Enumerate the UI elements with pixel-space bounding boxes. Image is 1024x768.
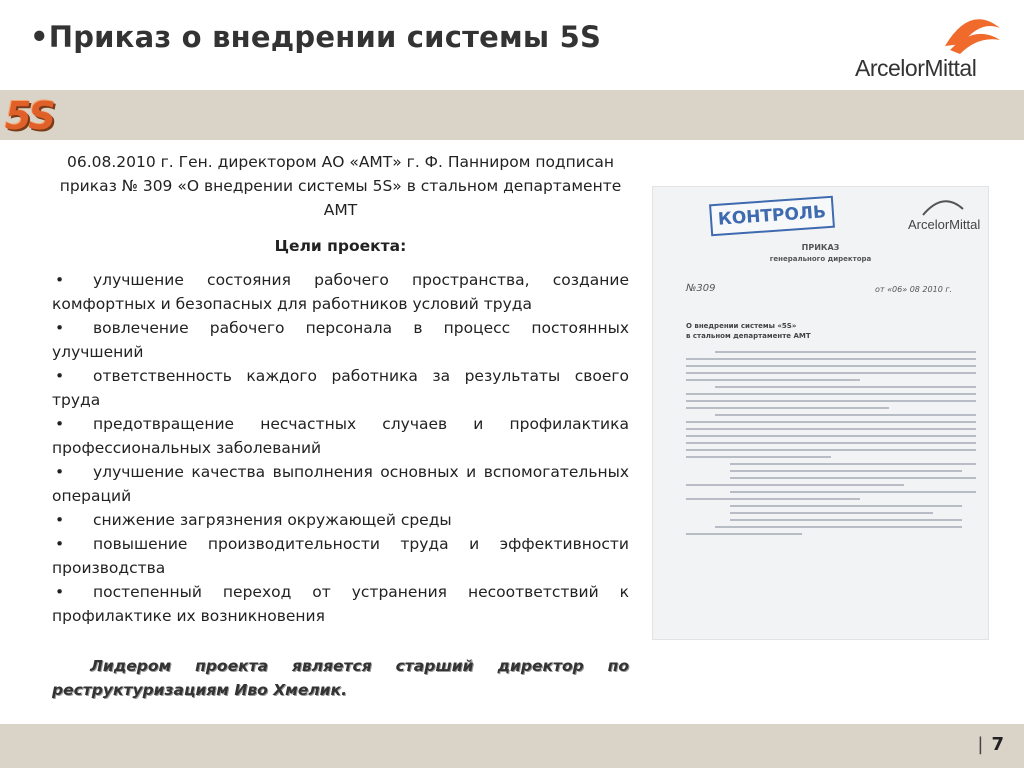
list-item	[52, 580, 629, 628]
page-number	[977, 734, 1004, 755]
bullet: •	[55, 583, 65, 601]
intro-text: 06.08.2010 г. Ген. директором АО «АМТ» г. Ф. Панниром подписан приказ № 309 «О внедрении системы 5S» в стальном департаменте АМТ	[59, 153, 622, 219]
goals-list	[52, 268, 629, 628]
5s-badge: 5S	[5, 94, 53, 138]
scan-number: №309	[686, 283, 716, 294]
scan-body-text	[686, 351, 976, 540]
bullet: •	[55, 463, 65, 481]
goal-text: постепенный переход от устранения несоответствий к профилактике их возникновения	[52, 583, 629, 625]
list-item	[52, 532, 629, 580]
scan-subject-line: в стальном департаменте АМТ	[686, 332, 811, 340]
list-item	[52, 316, 629, 364]
page-number-value: 7	[991, 734, 1004, 755]
bullet: •	[55, 415, 65, 433]
scan-subject-line: О внедрении системы «5S»	[686, 322, 797, 330]
leader-text: Лидером проекта является старший директор по реструктуризациям Иво Хмелик.	[52, 657, 629, 699]
scan-heading: ПРИКАЗ	[801, 243, 840, 252]
list-item	[52, 460, 629, 508]
goal-text: вовлечение рабочего персонала в процесс постоянных улучшений	[52, 319, 629, 361]
list-item	[52, 508, 629, 532]
order-document-scan	[652, 186, 989, 640]
list-item	[52, 412, 629, 460]
page-separator: |	[977, 734, 984, 755]
list-item	[52, 268, 629, 316]
control-stamp: КОНТРОЛЬ	[709, 196, 835, 237]
scan-subject	[686, 321, 811, 341]
header-band	[0, 90, 1024, 140]
scan-subheading: генерального директора	[769, 255, 872, 263]
bullet: •	[55, 319, 65, 337]
slide-title: •Приказ о внедрении системы 5S	[30, 20, 602, 54]
goal-text: улучшение состояния рабочего пространства, создание комфортных и безопасных для работников условий труда	[52, 271, 629, 313]
main-content	[52, 150, 629, 718]
scan-date: от «06» 08 2010 г.	[875, 285, 953, 294]
scan-logo-icon	[918, 195, 968, 217]
bullet: •	[55, 535, 65, 553]
logo-text: ArcelorMittal	[855, 55, 977, 81]
goals-heading: Цели проекта:	[274, 237, 407, 255]
goal-text: ответственность каждого работника за результаты своего труда	[52, 367, 629, 409]
goal-text: повышение производительности труда и эффективности производства	[52, 535, 629, 577]
footer-band	[0, 724, 1024, 768]
goal-text: предотвращение несчастных случаев и профилактика профессиональных заболеваний	[52, 415, 629, 457]
goal-text: снижение загрязнения окружающей среды	[93, 511, 452, 529]
bullet: •	[55, 367, 65, 385]
bullet: •	[55, 511, 65, 529]
scan-logo-text: ArcelorMittal	[908, 217, 981, 232]
list-item	[52, 364, 629, 412]
bullet: •	[55, 271, 65, 289]
goal-text: улучшение качества выполнения основных и вспомогательных операций	[52, 463, 629, 505]
